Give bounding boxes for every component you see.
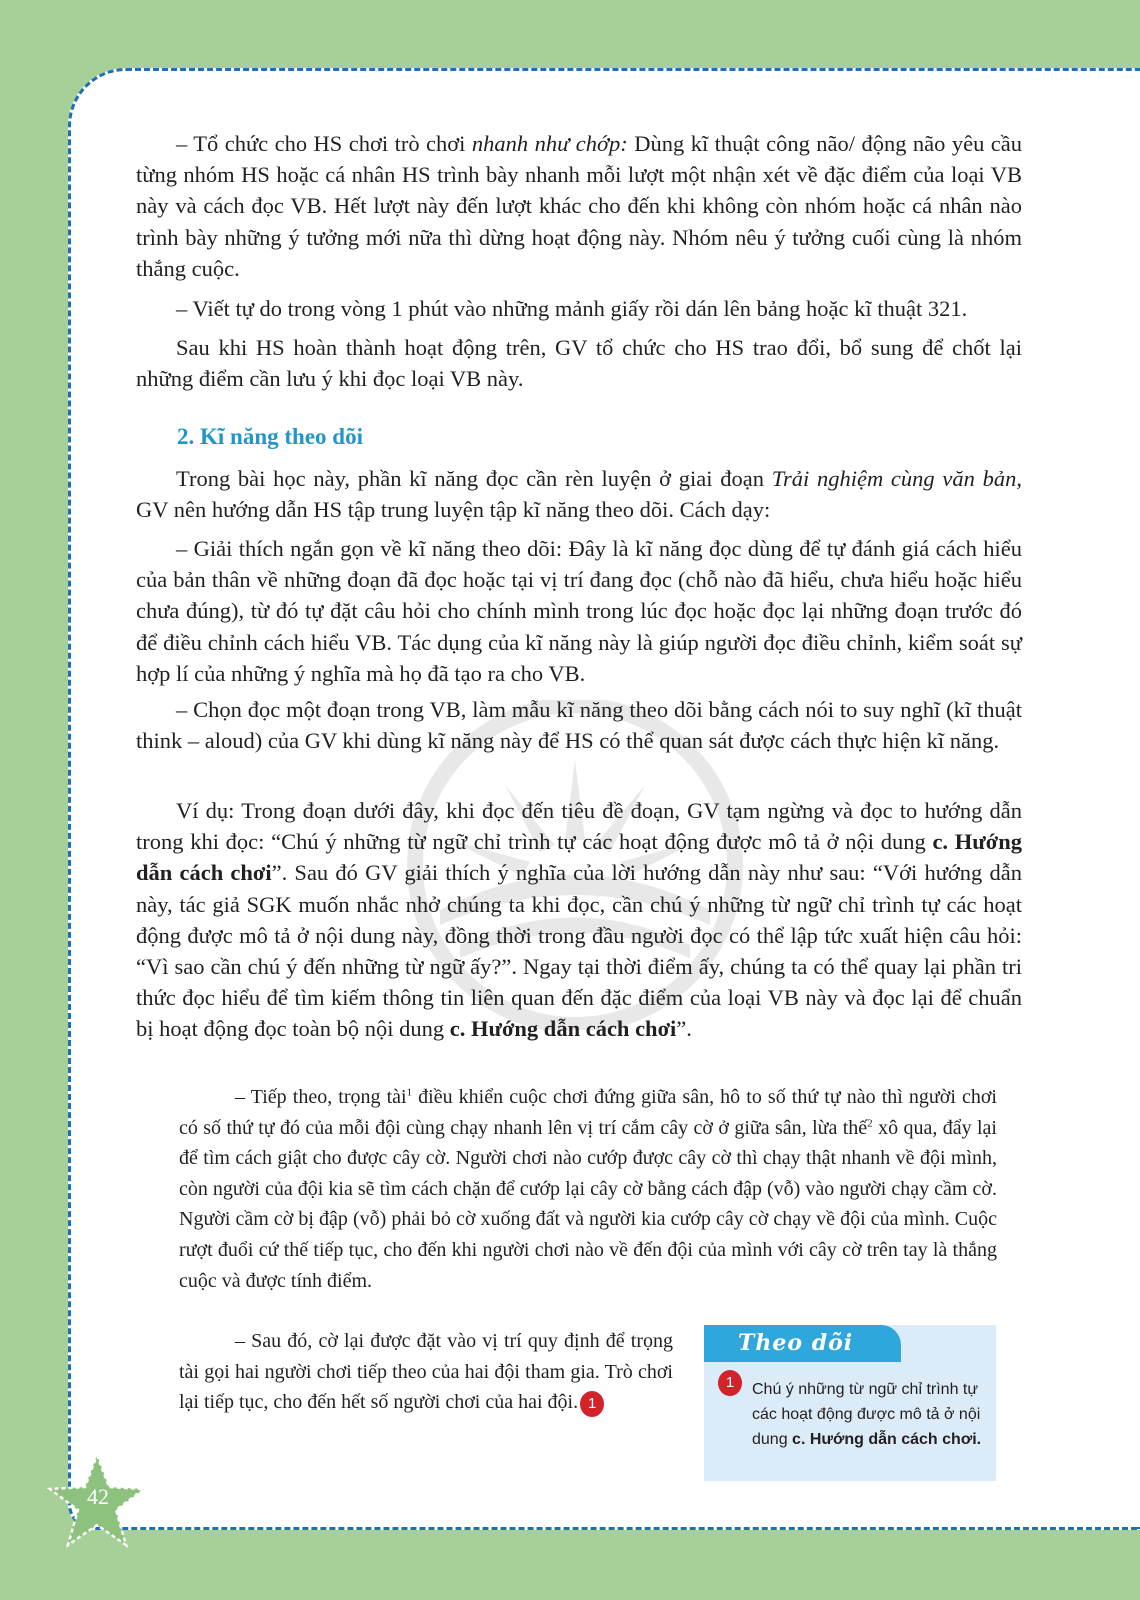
- italic-term: Trải nghiệm cùng văn bản: [771, 466, 1017, 491]
- footnote-ref: 1: [406, 1086, 413, 1099]
- paragraph-game: [136, 128, 1022, 284]
- text-run: điều khiển cuộc chơi đứng giữa sân, hô to số thứ tự nào thì người chơi có số thứ tự đó của mỗi đội cùng chạy nhanh lên vị trí cắm cây cờ ở giữa sân, lừa thế: [179, 1086, 997, 1139]
- sidebox-marker: 1: [718, 1370, 742, 1396]
- sidebox-text: [752, 1377, 988, 1452]
- text-run: Dùng kĩ thuật công não/ động não yêu cầu từng nhóm HS hoặc cá nhân HS trình bày nhanh mỗi lượt một nhận xét về đặc điểm của loại VB này và cách đọc VB. Hết lượt này đến lượt khác cho đến khi không còn nhóm hoặc cá nhân nào trình bày những ý tưởng mới nữa thì dừng hoạt động này. Nhóm nêu ý tưởng cuối cùng là nhóm thắng cuộc.: [136, 131, 1022, 281]
- bold-term: c. Hướng dẫn cách chơi: [449, 1016, 677, 1042]
- paragraph-example: [136, 795, 1022, 1045]
- paragraph-intro: [136, 463, 1022, 525]
- bold-term: c. Hướng dẫn cách chơi: [136, 829, 1022, 886]
- text-run: ”.: [676, 1016, 692, 1042]
- text-run: – Tổ chức cho HS chơi trò chơi: [176, 131, 472, 156]
- italic-term: nhanh như chớp:: [471, 131, 628, 156]
- quote-paragraph-1: [179, 1082, 997, 1296]
- section-heading: 2. Kĩ năng theo dõi: [177, 424, 363, 449]
- text-run: – Tiếp theo, trọng tài: [235, 1086, 407, 1108]
- text-run: Ví dụ: Trong đoạn dưới đây, khi đọc đến tiêu đề đoạn, GV tạm ngừng và đọc to hướng dẫn trong khi đọc: “Chú ý những từ ngữ chỉ trình tự các hoạt động được mô tả ở nội dung: [136, 798, 1022, 855]
- paragraph-model: – Chọn đọc một đoạn trong VB, làm mẫu kĩ năng theo dõi bằng cách nói to suy nghĩ (kĩ thuật think – aloud) của GV khi dùng kĩ năng này để HS có thể quan sát được cách thực hiện kĩ năng.: [136, 697, 1022, 754]
- text-run: Trong bài học này, phần kĩ năng đọc cần rèn luyện ở giai đoạn: [176, 466, 772, 491]
- footnote-ref: 2: [867, 1116, 873, 1129]
- text-run: Chú ý những từ ngữ chỉ trình tự các hoạt động được mô tả ở nội dung: [752, 1381, 981, 1448]
- annotation-marker: 1: [580, 1391, 604, 1417]
- bold-term: c. Hướng dẫn cách chơi.: [792, 1431, 982, 1448]
- quote-paragraph-2: [179, 1326, 673, 1418]
- text-run: ”. Sau đó GV giải thích ý nghĩa của lời hướng dẫn này như sau: “Với hướng dẫn này, tác giả SGK muốn nhắc nhở chúng ta khi đọc, cần chú ý những từ ngữ chỉ trình tự các hoạt động được mô tả ở nội dung này, đồng thời trong đầu người đọc có thể lập tức xuất hiện câu hỏi: “Vì sao cần chú ý đến những từ ngữ ấy?”. Ngay tại thời điểm ấy, chúng ta có thể quay lại phần tri thức đọc hiểu để tìm kiếm thông tin liên quan đến đặc điểm của loại VB này và đọc lại để chuẩn bị hoạt động đọc toàn bộ nội dung: [136, 860, 1022, 1042]
- paragraph-summary: Sau khi HS hoàn thành hoạt động trên, GV tổ chức cho HS trao đổi, bổ sung để chốt lại những điểm cần lưu ý khi đọc loại VB này.: [136, 335, 1022, 392]
- paragraph-free-writing: – Viết tự do trong vòng 1 phút vào những mảnh giấy rồi dán lên bảng hoặc kĩ thuật 321.: [176, 296, 968, 321]
- paragraph-explain: – Giải thích ngắn gọn về kĩ năng theo dõi: Đây là kĩ năng đọc dùng để tự đánh giá cách hiểu của bản thân về những đoạn đã đọc hoặc tại vị trí đang đọc (chỗ nào đã hiểu, chưa hiểu hoặc hiểu chưa đúng), từ đó tự đặt câu hỏi cho chính mình trong lúc đọc hoặc đọc lại những đoạn trước đó để điều chỉnh cách hiểu VB. Tác dụng của kĩ năng này là giúp người đọc điều chỉnh, kiểm soát sự hợp lí của những ý nghĩa mà họ đã tạo ra cho VB.: [136, 536, 1022, 686]
- text-run: – Sau đó, cờ lại được đặt vào vị trí quy định để trọng tài gọi hai người chơi tiếp theo của hai đội tham gia. Trò chơi lại tiếp tục, cho đến hết số người chơi của hai đội.: [179, 1330, 673, 1414]
- page-number: 42: [87, 1484, 109, 1509]
- text-run: xô qua, đẩy lại để tìm cách giật cho được cây cờ. Người chơi nào cướp được cây cờ thì chạy thật nhanh về đội mình, còn người của đội kia sẽ tìm cách chặn để cướp lại cây cờ bằng cách đập (vỗ) vào người chạy cầm cờ. Người cầm cờ bị đập (vỗ) phải bỏ cờ xuống đất và người kia cướp cây cờ chạy về đội của mình. Cuộc rượt đuổi cứ thế tiếp tục, cho đến khi người chơi nào về đến đội của mình với cây cờ trên tay là thắng cuộc và được tính điểm.: [179, 1116, 997, 1292]
- text-run: , GV nên hướng dẫn HS tập trung luyện tập kĩ năng theo dõi. Cách dạy:: [136, 466, 1022, 523]
- sidebox-title: Theo dõi: [704, 1325, 901, 1362]
